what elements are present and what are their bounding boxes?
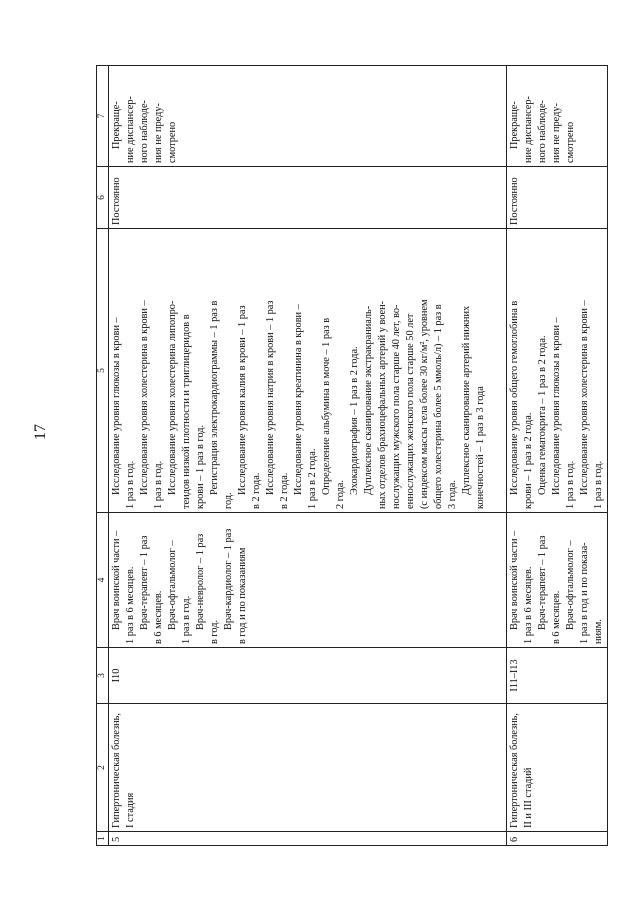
examination-line: Дуплексное сканирование артерий нижних bbox=[461, 305, 472, 495]
header-cell: 2 bbox=[97, 704, 109, 832]
examination-line: в 2 года. bbox=[251, 472, 262, 509]
header-cell: 6 bbox=[97, 167, 109, 229]
observation-line: ниям. bbox=[593, 619, 604, 644]
observation-line: 1 раз в год и по показа- bbox=[579, 542, 590, 644]
observation-line: Врач-кардиолог – 1 раз bbox=[223, 528, 234, 630]
duration-cell: Постоянно bbox=[109, 167, 507, 229]
examination-line: ных отделов брахиоцефальных артерий у воен- bbox=[377, 300, 388, 509]
examination-line: Исследование уровня калия в крови – 1 раз bbox=[237, 305, 248, 495]
examination-cell bbox=[109, 229, 507, 513]
observation-line: 1 раз в 6 месяцев. bbox=[125, 566, 136, 644]
disease-cell bbox=[507, 704, 608, 832]
header-cell: 7 bbox=[97, 66, 109, 167]
observation-line: в год и по показаниям bbox=[237, 547, 248, 644]
examination-line: еннослужащих женского пола старше 50 лет bbox=[405, 313, 416, 509]
examination-line: 2 года. bbox=[335, 480, 346, 509]
examination-line: год. bbox=[223, 492, 234, 509]
examination-line: Эхокардиография – 1 раз в 2 года. bbox=[349, 346, 360, 495]
observation-line: Врач воинской части – bbox=[509, 530, 520, 630]
examination-line: Исследование уровня холестерина в крови – bbox=[579, 300, 590, 495]
examination-line: Исследование уровня глюкозы в крови – bbox=[551, 317, 562, 495]
observation-line: в год. bbox=[209, 619, 220, 644]
observation-line: Врач-офтальмолог – bbox=[565, 540, 576, 630]
row-number: 6 bbox=[507, 832, 608, 846]
observation-line: Врач-офтальмолог – bbox=[167, 540, 178, 630]
rotated-table-wrapper bbox=[96, 66, 631, 846]
header-cell: 3 bbox=[97, 648, 109, 704]
examination-line: Регистрация электрокардиограммы – 1 раз в bbox=[209, 300, 220, 495]
termination-line: ния не преду- bbox=[551, 103, 562, 163]
observation-line: 1 раз в 6 месяцев. bbox=[523, 566, 534, 644]
termination-line: смотрено bbox=[565, 121, 576, 163]
disease-cell bbox=[109, 704, 507, 832]
observation-line: 1 раз в год. bbox=[181, 595, 192, 644]
examination-line: конечностей – 1 раз в 3 года bbox=[475, 386, 486, 509]
icd-code: I10 bbox=[109, 648, 507, 704]
table-row bbox=[109, 66, 507, 846]
icd-code: I11–I13 bbox=[507, 648, 608, 704]
examination-line: Исследование уровня холестерина в крови – bbox=[139, 300, 150, 495]
examination-line: 1 раз в 2 года. bbox=[307, 448, 318, 509]
table-row bbox=[507, 66, 608, 846]
observation-line: в 6 месяцев. bbox=[551, 590, 562, 644]
termination-line: ния не преду- bbox=[153, 103, 164, 163]
header-cell: 5 bbox=[97, 229, 109, 513]
observation-line: в 6 месяцев. bbox=[153, 590, 164, 644]
examination-cell bbox=[507, 229, 608, 513]
examination-line: Определение альбумина в моче – 1 раз в bbox=[321, 317, 332, 495]
disease-line: Гипертоническая болезнь, bbox=[509, 713, 520, 828]
termination-cell bbox=[109, 66, 507, 167]
examination-line: нослужащих мужского пола старше 40 лет, во- bbox=[391, 304, 402, 509]
observation-line: Врач-терапевт – 1 раз bbox=[139, 535, 150, 630]
examination-line: 3 года. bbox=[447, 480, 458, 509]
termination-line: ного наблюде- bbox=[537, 100, 548, 163]
dispensary-table bbox=[96, 65, 608, 846]
observation-cell bbox=[507, 513, 608, 648]
termination-line: смотрено bbox=[167, 121, 178, 163]
examination-line: Исследование уровня глюкозы в крови – bbox=[111, 317, 122, 495]
observation-cell bbox=[109, 513, 507, 648]
examination-line: Исследование уровня общего гемоглобина в bbox=[509, 300, 520, 495]
examination-line: в 2 года. bbox=[279, 472, 290, 509]
examination-line: теидов низкой плотности и триглицеридов в bbox=[181, 314, 192, 509]
examination-line: Дуплексное сканирование экстракраниаль- bbox=[363, 305, 374, 495]
examination-line: 1 раз в год. bbox=[125, 460, 136, 509]
row-number: 5 bbox=[109, 832, 507, 846]
disease-line: I стадия bbox=[125, 792, 136, 828]
examination-line: Оценка гематокрита – 1 раз в 2 года. bbox=[537, 335, 548, 495]
header-cell: 4 bbox=[97, 513, 109, 648]
header-row bbox=[97, 66, 109, 846]
examination-line: (с индексом массы тела более 30 кг/м², уровнем bbox=[419, 299, 430, 509]
termination-cell bbox=[507, 66, 608, 167]
duration-cell: Постоянно bbox=[507, 167, 608, 229]
termination-line: Прекраще- bbox=[111, 101, 122, 149]
examination-line: 1 раз в год. bbox=[565, 460, 576, 509]
examination-line: 1 раз в год. bbox=[593, 460, 604, 509]
examination-line: 1 раз в год. bbox=[153, 460, 164, 509]
examination-line: общего холестерина более 5 ммоль/л) – 1 раз в bbox=[433, 304, 444, 509]
observation-line: Врач воинской части – bbox=[111, 530, 122, 630]
examination-line: крови – 1 раз в год. bbox=[195, 424, 206, 509]
page-number: 17 bbox=[32, 424, 49, 440]
header-cell: 1 bbox=[97, 832, 109, 846]
termination-line: Прекраще- bbox=[509, 101, 520, 149]
examination-line: крови – 1 раз в 2 года. bbox=[523, 412, 534, 509]
observation-line: Врач-невролог – 1 раз bbox=[195, 533, 206, 630]
examination-line: Исследование уровня холестерина липопро- bbox=[167, 300, 178, 495]
disease-line: Гипертоническая болезнь, bbox=[111, 713, 122, 828]
examination-line: Исследование уровня натрия в крови – 1 раз bbox=[265, 300, 276, 495]
termination-line: ние диспансер- bbox=[125, 96, 136, 163]
observation-line: Врач-терапевт – 1 раз bbox=[537, 535, 548, 630]
examination-line: Исследование уровня креатинина в крови – bbox=[293, 304, 304, 495]
disease-line: II и III стадий bbox=[523, 767, 534, 828]
termination-line: ного наблюде- bbox=[139, 100, 150, 163]
termination-line: ние диспансер- bbox=[523, 96, 534, 163]
